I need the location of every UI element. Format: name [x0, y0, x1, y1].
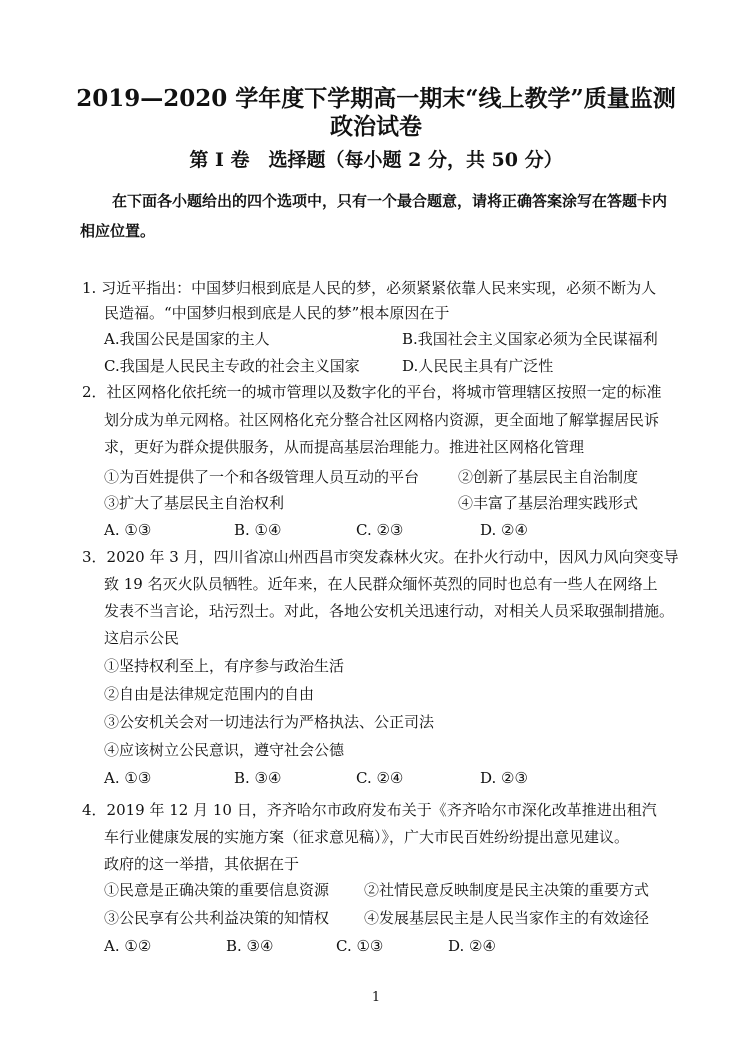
exam-title: 2019—2020 学年度下学期高一期末“线上教学”质量监测	[76, 85, 676, 112]
statement-3: ③公安机关会对一切违法行为严格执法、公正司法	[104, 713, 435, 731]
option-a: A. ①③	[104, 521, 152, 539]
option-a: A.我国公民是国家的主人	[104, 330, 270, 348]
statement-2: ②自由是法律规定范围内的自由	[104, 685, 315, 703]
statement-4: ④发展基层民主是人民当家作主的有效途径	[364, 909, 650, 927]
option-a: A. ①②	[104, 937, 152, 955]
question-text: 4．2019 年 12 月 10 日，齐齐哈尔市政府发布关于《齐齐哈尔市深化改革推进出租汽	[82, 801, 657, 819]
option-d: D. ②③	[480, 769, 528, 787]
option-d: D. ②④	[448, 937, 496, 955]
option-c: C. ②④	[356, 769, 404, 787]
option-a: A. ①③	[104, 769, 152, 787]
question-text: 发表不当言论，玷污烈士。对此，各地公安机关迅速行动，对相关人员采取强制措施。	[104, 602, 675, 620]
question-text: 2．社区网格化依托统一的城市管理以及数字化的平台，将城市管理辖区按照一定的标准	[82, 383, 662, 401]
statement-2: ②社情民意反映制度是民主决策的重要方式	[364, 881, 650, 899]
section-title: 第 I 卷 选择题（每小题 2 分，共 50 分）	[189, 149, 563, 171]
question-text: 1. 习近平指出：中国梦归根到底是人民的梦，必须紧紧依靠人民来实现，必须不断为人	[82, 279, 657, 297]
statement-3: ③公民享有公共利益决策的知情权	[104, 909, 330, 927]
exam-subject: 政治试卷	[330, 113, 422, 140]
question-text: 致 19 名灭火队员牺牲。近年来，在人民群众缅怀英烈的同时也总有一些人在网络上	[104, 575, 658, 593]
statement-4: ④丰富了基层治理实践形式	[458, 494, 639, 512]
statement-1: ①坚持权利至上，有序参与政治生活	[104, 657, 345, 675]
option-c: C. ②③	[356, 521, 404, 539]
option-b: B. ③④	[226, 937, 274, 955]
statement-1: ①为百姓提供了一个和各级管理人员互动的平台	[104, 468, 420, 486]
statement-3: ③扩大了基层民主自治权利	[104, 494, 285, 512]
option-b: B. ①④	[234, 521, 282, 539]
option-c: C.我国是人民民主专政的社会主义国家	[104, 357, 360, 375]
question-text: 3．2020 年 3 月，四川省凉山州西昌市突发森林火灾。在扑火行动中，因风力风向突变导	[82, 548, 679, 566]
statement-4: ④应该树立公民意识，遵守社会公德	[104, 741, 345, 759]
option-d: D. ②④	[480, 521, 528, 539]
statement-2: ②创新了基层民主自治制度	[458, 468, 639, 486]
page-number: 1	[371, 990, 381, 1005]
statement-1: ①民意是正确决策的重要信息资源	[104, 881, 330, 899]
question-text: 车行业健康发展的实施方案（征求意见稿）》，广大市民百姓纷纷提出意见建议。	[104, 828, 630, 846]
option-b: B. ③④	[234, 769, 282, 787]
question-text: 求，更好为群众提供服务，从而提高基层治理能力。推进社区网格化管理	[104, 438, 585, 456]
instructions: 在下面各小题给出的四个选项中，只有一个最合题意，请将正确答案涂写在答题卡内相应位置。	[80, 192, 668, 240]
question-text: 这启示公民	[104, 629, 180, 647]
question-text: 划分成为单元网格。社区网格化充分整合社区网格内资源，更全面地了解掌握居民诉	[104, 411, 660, 429]
option-c: C. ①③	[336, 937, 384, 955]
question-text: 民造福。“中国梦归根到底是人民的梦”根本原因在于	[104, 304, 450, 322]
question-text: 政府的这一举措，其依据在于	[104, 855, 300, 873]
option-b: B.我国社会主义国家必须为全民谋福利	[402, 330, 658, 348]
option-d: D.人民民主具有广泛性	[402, 357, 554, 375]
